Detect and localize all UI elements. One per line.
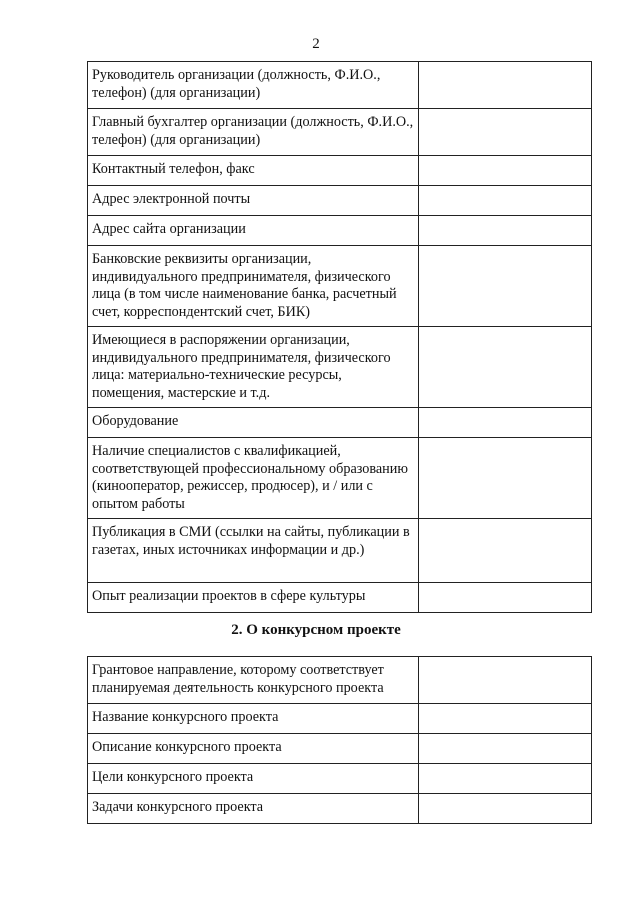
row-label-grant-direction: Грантовое направление, которому соответствует планируемая деятельность конкурсного проекта <box>88 657 419 704</box>
value-cell-head-of-organization[interactable] <box>419 62 592 109</box>
value-cell-website[interactable] <box>419 216 592 246</box>
table-row <box>88 186 592 216</box>
value-cell-email[interactable] <box>419 186 592 216</box>
value-cell-project-tasks[interactable] <box>419 794 592 824</box>
row-label-resources: Имеющиеся в распоряжении организации, индивидуального предпринимателя, физического лица: материально-технические ресурсы, помещения, мастерские и т.д. <box>88 327 419 408</box>
value-cell-project-name[interactable] <box>419 704 592 734</box>
row-label-head-of-organization: Руководитель организации (должность, Ф.И.О., телефон) (для организации) <box>88 62 419 109</box>
value-cell-bank-details[interactable] <box>419 246 592 327</box>
table-row <box>88 657 592 704</box>
row-label-media-publications: Публикация в СМИ (ссылки на сайты, публикации в газетах, иных источниках информации и др.) <box>88 519 419 583</box>
table-row <box>88 764 592 794</box>
row-label-contact-phone: Контактный телефон, факс <box>88 156 419 186</box>
table-row <box>88 156 592 186</box>
value-cell-resources[interactable] <box>419 327 592 408</box>
value-cell-project-description[interactable] <box>419 734 592 764</box>
row-label-project-description: Описание конкурсного проекта <box>88 734 419 764</box>
value-cell-project-goals[interactable] <box>419 764 592 794</box>
table-row <box>88 109 592 156</box>
row-label-specialists: Наличие специалистов с квалификацией, соответствующей профессиональному образованию (кинооператор, режиссер, продюсер), и / или с опытом работы <box>88 438 419 519</box>
value-cell-media-publications[interactable] <box>419 519 592 583</box>
value-cell-specialists[interactable] <box>419 438 592 519</box>
value-cell-chief-accountant[interactable] <box>419 109 592 156</box>
table-row <box>88 216 592 246</box>
page-number: 2 <box>312 36 320 52</box>
row-label-website: Адрес сайта организации <box>88 216 419 246</box>
section-heading: 2. О конкурсном проекте <box>231 622 401 638</box>
project-info-table <box>87 656 592 824</box>
row-label-equipment: Оборудование <box>88 408 419 438</box>
row-label-bank-details: Банковские реквизиты организации, индивидуального предпринимателя, физического лица (в том числе наименование банка, расчетный счет, корреспондентский счет, БИК) <box>88 246 419 327</box>
table-row <box>88 583 592 613</box>
row-label-project-name: Название конкурсного проекта <box>88 704 419 734</box>
organization-info-table <box>87 61 592 613</box>
table-row <box>88 734 592 764</box>
row-label-chief-accountant: Главный бухгалтер организации (должность, Ф.И.О., телефон) (для организации) <box>88 109 419 156</box>
table-row <box>88 519 592 583</box>
value-cell-culture-experience[interactable] <box>419 583 592 613</box>
table-row <box>88 408 592 438</box>
row-label-project-goals: Цели конкурсного проекта <box>88 764 419 794</box>
value-cell-equipment[interactable] <box>419 408 592 438</box>
table-row <box>88 246 592 327</box>
row-label-project-tasks: Задачи конкурсного проекта <box>88 794 419 824</box>
row-label-culture-experience: Опыт реализации проектов в сфере культуры <box>88 583 419 613</box>
value-cell-grant-direction[interactable] <box>419 657 592 704</box>
row-label-email: Адрес электронной почты <box>88 186 419 216</box>
table-row <box>88 704 592 734</box>
table-row <box>88 327 592 408</box>
table-row <box>88 438 592 519</box>
value-cell-contact-phone[interactable] <box>419 156 592 186</box>
table-row <box>88 62 592 109</box>
table-row <box>88 794 592 824</box>
